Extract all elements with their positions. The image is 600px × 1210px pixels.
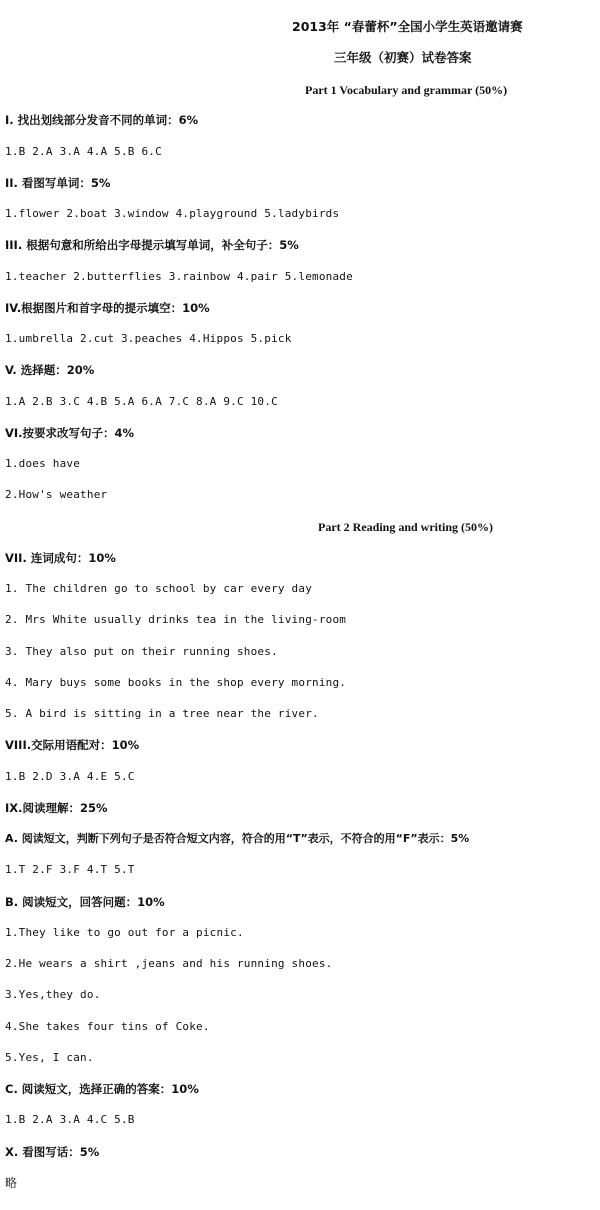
answer-line: 1. The children go to school by car every day: [5, 582, 313, 595]
section-heading: V. 选择题：20%: [5, 363, 95, 377]
document-subtitle: 三年级（初赛）试卷答案: [334, 50, 472, 65]
answer-line: 2.How's weather: [5, 488, 108, 501]
section-heading: II. 看图写单词：5%: [5, 176, 111, 190]
section-heading: VIII.交际用语配对：10%: [5, 738, 140, 752]
answer-line: 1.T 2.F 3.F 4.T 5.T: [5, 863, 135, 876]
answer-line: 1.teacher 2.butterflies 3.rainbow 4.pair 5.lemonade: [5, 270, 353, 283]
answer-line: 1.They like to go out for a picnic.: [5, 926, 244, 939]
answer-line: 1.umbrella 2.cut 3.peaches 4.Hippos 5.pick: [5, 332, 292, 345]
subsection-heading: C. 阅读短文，选择正确的答案：10%: [5, 1082, 199, 1096]
answer-line: 2.He wears a shirt ,jeans and his running shoes.: [5, 957, 333, 970]
answer-line: 4. Mary buys some books in the shop every morning.: [5, 676, 347, 689]
part1-heading: Part 1 Vocabulary and grammar (50%): [305, 83, 508, 97]
answer-line: 1.B 2.A 3.A 4.A 5.B 6.C: [5, 145, 162, 158]
answer-line: 5. A bird is sitting in a tree near the river.: [5, 707, 319, 720]
section-heading: VII. 连词成句：10%: [5, 551, 116, 565]
subsection-heading: B. 阅读短文，回答问题：10%: [5, 895, 165, 909]
part2-heading: Part 2 Reading and writing (50%): [318, 520, 493, 534]
section-heading: III. 根据句意和所给出字母提示填写单词，补全句子：5%: [5, 238, 299, 252]
answer-line: 5.Yes, I can.: [5, 1051, 94, 1064]
section-heading: VI.按要求改写句子：4%: [5, 426, 135, 440]
answer-line: 略: [5, 1176, 18, 1190]
answer-line: 1.does have: [5, 457, 81, 470]
section-heading: IX.阅读理解：25%: [5, 801, 108, 815]
answer-line: 2. Mrs White usually drinks tea in the living-room: [5, 613, 347, 626]
answer-line: 1.B 2.A 3.A 4.C 5.B: [5, 1113, 135, 1126]
answer-line: 1.B 2.D 3.A 4.E 5.C: [5, 770, 135, 783]
section-heading: X. 看图写话：5%: [5, 1145, 100, 1159]
answer-line: 1.flower 2.boat 3.window 4.playground 5.ladybirds: [5, 207, 340, 220]
section-heading: IV.根据图片和首字母的提示填空：10%: [5, 301, 210, 315]
document-title: 2013年 “春蕾杯”全国小学生英语邀请赛: [292, 19, 523, 34]
answer-line: 3.Yes,they do.: [5, 988, 101, 1001]
section-heading: I. 找出划线部分发音不同的单词：6%: [5, 113, 199, 127]
answer-line: 1.A 2.B 3.C 4.B 5.A 6.A 7.C 8.A 9.C 10.C: [5, 395, 278, 408]
answer-line: 3. They also put on their running shoes.: [5, 645, 278, 658]
answer-line: 4.She takes four tins of Coke.: [5, 1020, 210, 1033]
subsection-heading: A. 阅读短文，判断下列句子是否符合短文内容，符合的用“T”表示，不符合的用“F”表示：5%: [5, 832, 470, 845]
